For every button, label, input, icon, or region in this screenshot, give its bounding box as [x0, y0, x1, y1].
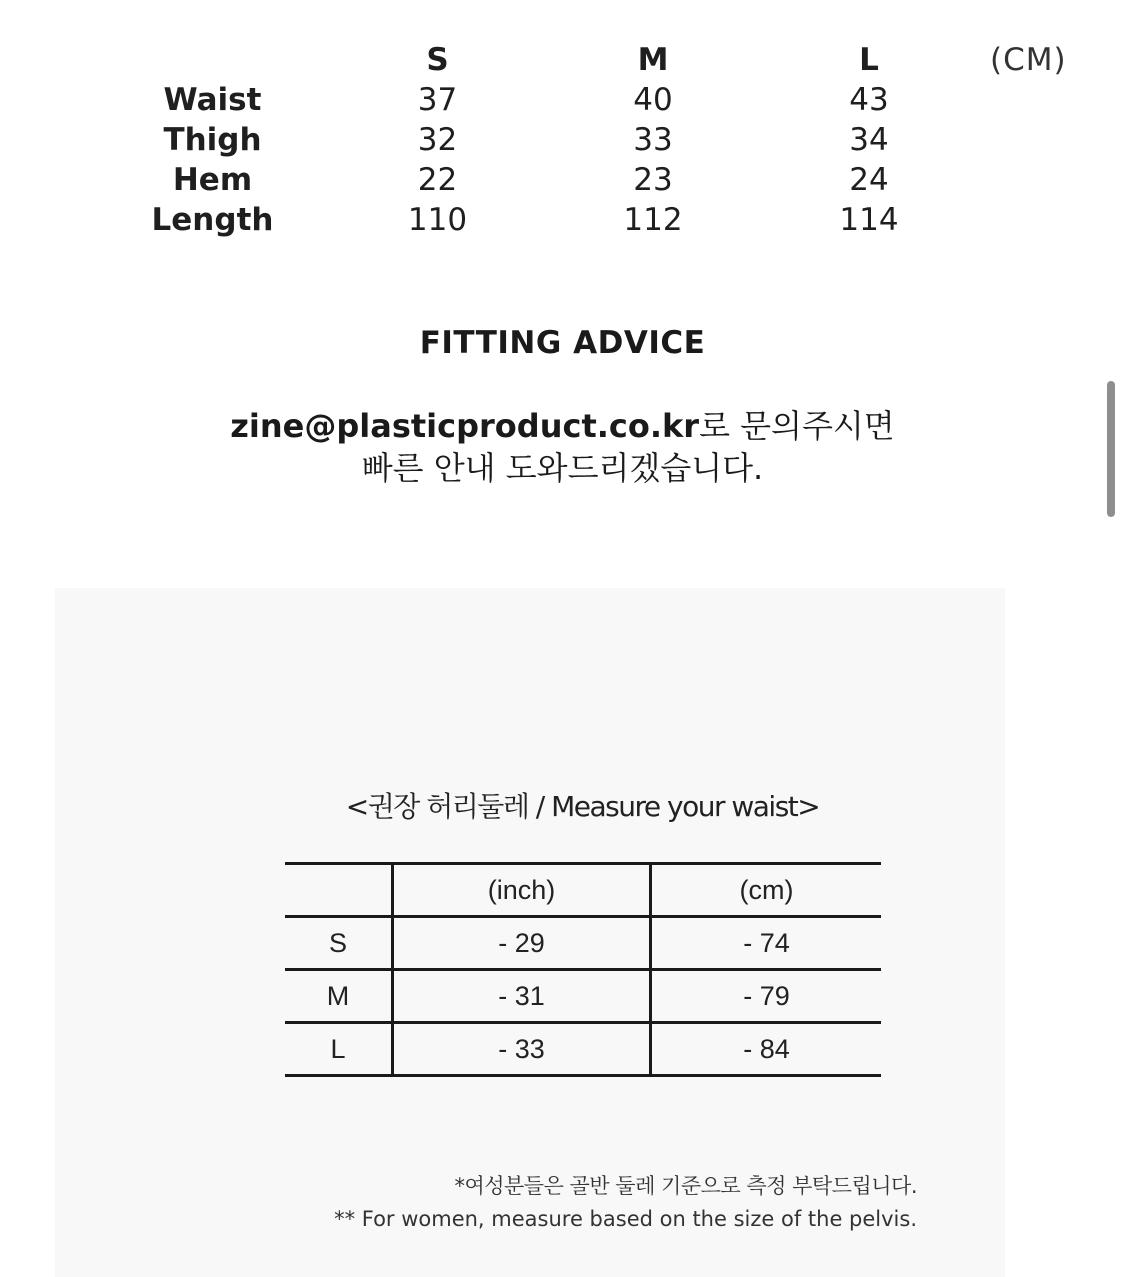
waist-size-s: S: [285, 917, 393, 970]
value-thigh-l: 34: [849, 122, 889, 158]
size-header-l: L: [859, 42, 879, 78]
fitting-advice-text: [0, 405, 1125, 489]
value-length-s: 110: [407, 202, 468, 238]
waist-header-inch: (inch): [393, 864, 651, 917]
table-row: [285, 1023, 881, 1076]
table-row: [285, 970, 881, 1023]
value-waist-m: 40: [633, 82, 673, 118]
fitting-advice-title: FITTING ADVICE: [419, 325, 706, 361]
fitting-line-2: 빠른 안내 도와드리겠습니다.: [361, 449, 764, 487]
waist-header-empty: [285, 864, 393, 917]
waist-size-l: L: [285, 1023, 393, 1076]
waist-table-header-row: [285, 864, 881, 917]
contact-email[interactable]: zine@plasticproduct.co.kr: [230, 407, 700, 445]
waist-inch-m: - 31: [393, 970, 651, 1023]
row-label-hem: Hem: [172, 162, 253, 198]
size-chart: [95, 40, 977, 240]
note-korean: *여성분들은 골반 둘레 기준으로 측정 부탁드립니다.: [454, 1174, 917, 1198]
value-waist-l: 43: [849, 82, 889, 118]
value-thigh-s: 32: [417, 122, 458, 158]
waist-header-cm: (cm): [651, 864, 882, 917]
note-english: ** For women, measure based on the size of the pelvis.: [334, 1207, 917, 1231]
row-label-thigh: Thigh: [163, 122, 262, 158]
table-row: [285, 917, 881, 970]
value-length-l: 114: [839, 202, 899, 238]
waist-size-m: M: [285, 970, 393, 1023]
row-label-length: Length: [151, 202, 274, 238]
value-waist-s: 37: [417, 82, 458, 118]
waist-guide-table: [285, 862, 881, 1077]
value-length-m: 112: [623, 202, 683, 238]
row-label-waist: Waist: [163, 82, 262, 118]
value-thigh-m: 33: [633, 122, 673, 158]
fitting-line-1-suffix: 로 문의주시면: [699, 407, 895, 445]
waist-cm-l: - 84: [651, 1023, 882, 1076]
waist-cm-m: - 79: [651, 970, 882, 1023]
unit-label: (CM): [990, 42, 1067, 78]
waist-inch-l: - 33: [393, 1023, 651, 1076]
size-chart-corner: [95, 40, 330, 80]
waist-inch-s: - 29: [393, 917, 651, 970]
size-header-m: M: [637, 42, 669, 78]
waist-guide-title: <권장 허리둘레 / Measure your waist>: [345, 790, 820, 823]
fitting-line-1: [0, 405, 1125, 447]
value-hem-m: 23: [633, 162, 673, 198]
waist-cm-s: - 74: [651, 917, 882, 970]
scrollbar-thumb[interactable]: [1107, 381, 1115, 517]
value-hem-s: 22: [417, 162, 458, 198]
value-hem-l: 24: [849, 162, 889, 198]
size-header-s: S: [426, 42, 449, 78]
